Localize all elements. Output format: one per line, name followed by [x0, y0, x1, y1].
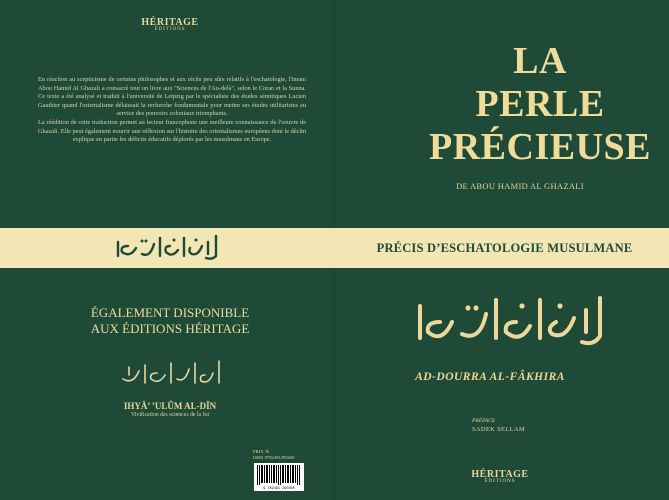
- book-subtitle: PRÉCIS D’ESCHATOLOGIE MUSULMANE: [376, 241, 633, 255]
- price-isbn: [253, 449, 294, 460]
- price: PRIX 7€: [253, 449, 270, 454]
- isbn: ISBN 9782491295040: [253, 454, 295, 460]
- also-line-2: AUX ÉDITIONS HÉRITAGE: [90, 321, 250, 336]
- back-publisher-logo: [120, 17, 220, 32]
- band-arabic-calligraphy: [112, 232, 222, 264]
- back-publisher-sub: ÉDITIONS: [154, 27, 186, 32]
- title-line-1: LA: [513, 40, 567, 82]
- also-available-heading: [40, 305, 300, 337]
- also-line-1: ÉGALEMENT DISPONIBLE: [90, 305, 250, 320]
- barcode-number: 9 782491 295040: [254, 487, 304, 491]
- preface-label: PRÉFACE: [472, 418, 496, 424]
- front-arabic-calligraphy: [410, 292, 610, 354]
- front-publisher-sub: ÉDITIONS: [484, 479, 516, 484]
- title-line-2: PERLE: [475, 83, 605, 125]
- author: DE ABOU HAMID AL GHAZALI: [456, 181, 584, 191]
- front-publisher-logo: [450, 469, 550, 484]
- title-line-3: PRÉCIEUSE: [429, 126, 651, 168]
- preface-author: SADEK SELLAM: [472, 426, 525, 433]
- ihya-arabic-calligraphy: [115, 357, 225, 391]
- barcode-bars: [254, 463, 304, 487]
- front-publisher-name: HÉRITAGE: [471, 469, 529, 480]
- barcode: [254, 463, 304, 491]
- other-book-subtitle: Vivification des sciences de la foi: [130, 412, 210, 418]
- back-paragraph-2: La réédition de cette traduction permet au lecteur francophone une meilleure connaissance de l'oeuvre de Ghazali. Elle peut également nourrir une réflexion sur l'histoire des orientalismes européens dont le déclin explique en partie les déficits éducatifs déplorés par les musulmans en Europe.: [38, 118, 306, 144]
- other-book-title: IHYÂ’ ’ULÛM AL-DÎN: [123, 401, 217, 411]
- book-title: [420, 40, 660, 169]
- transliterated-title: AD-DOURRA AL-FÂKHIRA: [415, 371, 565, 383]
- back-paragraph-1: En réaction au scepticisme de certains philosophes et aux récits peu sûrs relatifs à l'eschatologie, l'imam Abou Hamid Al Ghazali a consacré tout un livre aux "Sciences de l'Au-delà", selon le Coran et la Sunna. Ce texte a été analysé et traduit à l'université de Leipzig par le spécialiste des études sémitiques Lucien Gauthier quand l'orientalisme délaissait la recherche fondamentale pour mettre ses études utilitaristes au service des pouvoirs coloniaux triomphants.: [38, 76, 306, 118]
- back-publisher-name: HÉRITAGE: [141, 17, 199, 28]
- back-description: [38, 76, 306, 145]
